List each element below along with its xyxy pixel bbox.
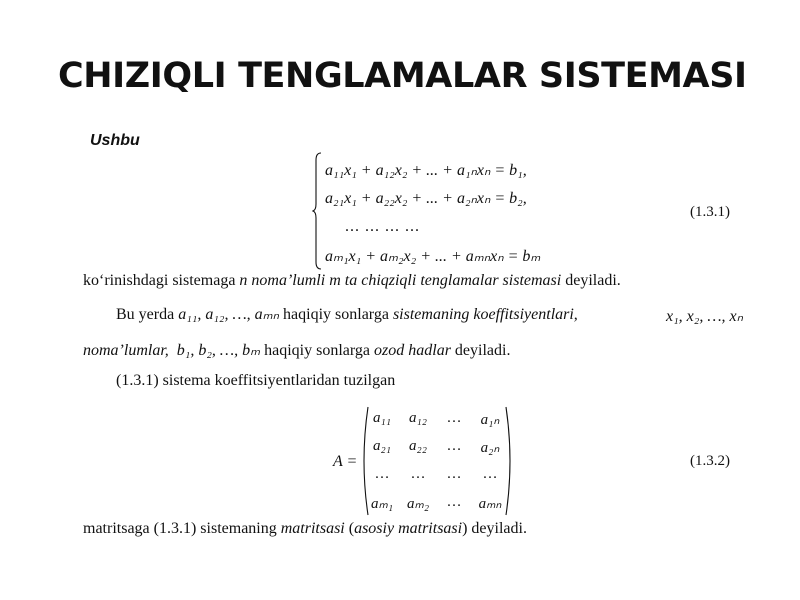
- paragraph-line-1: [83, 272, 621, 290]
- intro-word: Ushbu: [90, 132, 140, 149]
- line2-text-b: haqiqiy sonlarga: [279, 306, 393, 323]
- left-brace: [312, 152, 322, 270]
- matrix-cell: …: [446, 438, 462, 454]
- paragraph-line-5: [83, 520, 527, 538]
- matrix-cell: a₁₁: [373, 410, 391, 426]
- paragraph-line-2: [116, 304, 578, 324]
- matrix-cell: a₁₂: [409, 410, 427, 426]
- matrix-cell: …: [446, 494, 462, 510]
- slide-title: CHIZIQLI TENGLAMALAR SISTEMASI: [58, 56, 747, 96]
- coefficient-matrix: [332, 402, 532, 520]
- paragraph-line-4: (1.3.1) sistema koeffitsiyentlaridan tuzilgan: [116, 372, 396, 389]
- matrix-cell: …: [410, 466, 426, 482]
- line5-text-c: (: [344, 520, 355, 537]
- matrix-cell: …: [446, 466, 462, 482]
- line2-text-a: Bu yerda: [116, 306, 179, 323]
- matrix-cell: aₘ₁: [370, 496, 394, 512]
- matrix-cell: a₁ₙ: [480, 412, 500, 428]
- line2-variables: x₁, x₂, …, xₙ: [666, 308, 744, 325]
- equation-row-2: a₂₁x₁ + a₂₂x₂ + ... + a₂ₙxₙ = b₂,: [325, 190, 527, 207]
- line2-coefficients: a₁₁, a₁₂, …, aₘₙ: [178, 306, 280, 323]
- paragraph-line-3: [83, 340, 510, 360]
- equation-row-dots: ... ... ... ...: [345, 218, 420, 235]
- equation-row-1: a₁₁x₁ + a₁₂x₂ + ... + a₁ₙxₙ = b₁,: [325, 162, 527, 179]
- line1-text-d: deyiladi.: [561, 272, 621, 289]
- equation-number-2: (1.3.2): [690, 453, 730, 469]
- line1-text-b: noma’lumli: [247, 272, 330, 289]
- matrix-label: A =: [333, 453, 358, 470]
- line1-text-a: ko‘rinishdagi sistemaga: [83, 272, 240, 289]
- equation-row-m: aₘ₁x₁ + aₘ₂x₂ + ... + aₘₙxₙ = bₘ: [325, 248, 541, 265]
- line1-m: m: [329, 272, 341, 289]
- line2-text-c: sistemaning koeffitsiyentlari,: [392, 306, 578, 323]
- matrix-cell: a₂ₙ: [480, 440, 500, 456]
- matrix-cell: aₘₙ: [478, 496, 502, 512]
- matrix-cell: …: [482, 466, 498, 482]
- matrix-cell: aₘ₂: [406, 496, 430, 512]
- line3-text-a: noma’lumlar,: [83, 342, 169, 359]
- matrix-cell: …: [374, 466, 390, 482]
- line1-n: n: [239, 272, 248, 289]
- line3-text-d: deyiladi.: [450, 342, 511, 359]
- line5-text-a: matritsaga (1.3.1) sistemaning: [83, 520, 281, 537]
- line1-text-c: ta chiqziqli tenglamalar sistemasi: [340, 272, 562, 289]
- line5-text-d: asosiy matritsasi: [354, 520, 463, 537]
- matrix-cell: a₂₁: [373, 438, 391, 454]
- line3-text-c: ozod hadlar: [374, 342, 451, 359]
- line3-free-terms: b₁, b₂, …, bₘ: [176, 342, 261, 359]
- equation-number-1: (1.3.1): [690, 204, 730, 220]
- matrix-cell: …: [446, 410, 462, 426]
- matrix-cell: a₂₂: [409, 438, 427, 454]
- line5-text-e: ) deyiladi.: [462, 520, 527, 537]
- line3-text-b: haqiqiy sonlarga: [260, 342, 375, 359]
- line5-text-b: matritsasi: [280, 520, 345, 537]
